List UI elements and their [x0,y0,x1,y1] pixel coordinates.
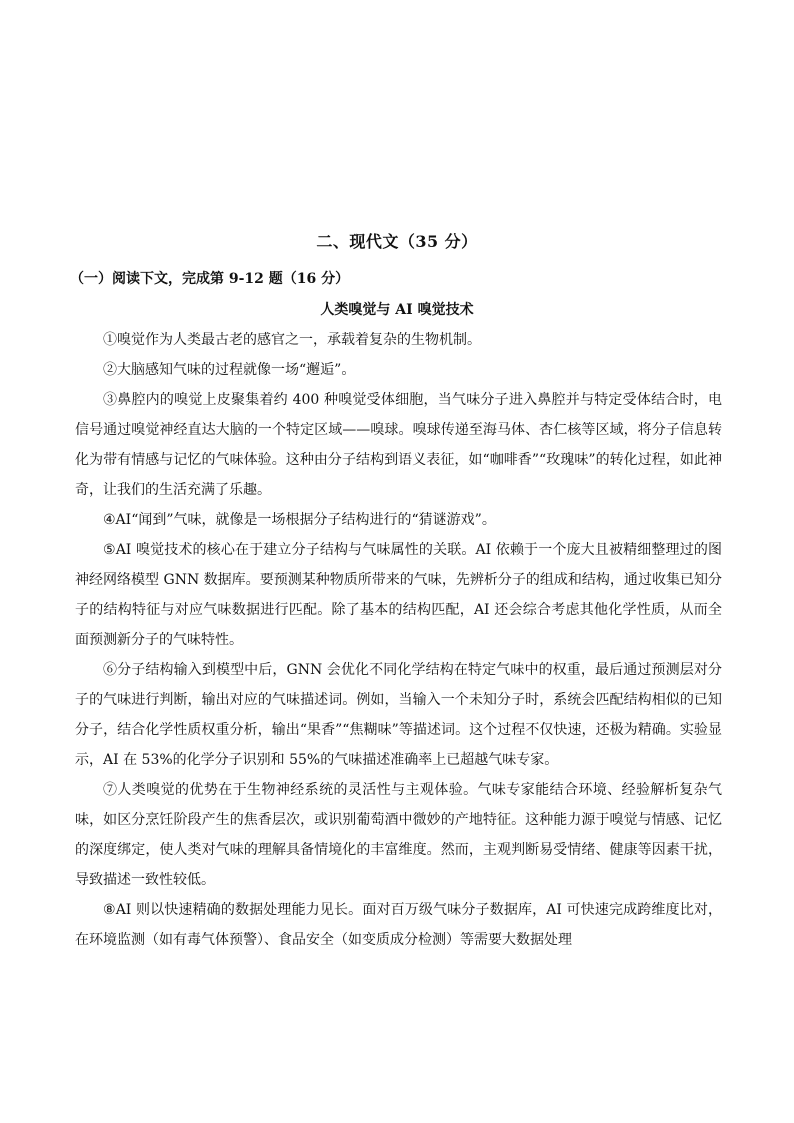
question-instruction: （一）阅读下文，完成第 9-12 题（16 分） [70,271,350,287]
paragraph-3: ③鼻腔内的嗅觉上皮聚集着约 400 种嗅觉受体细胞，当气味分子进入鼻腔并与特定受体结合时，电信号通过嗅觉神经直达大脑的一个特定区域——嗅球。嗅球传递至海马体、杏仁核等区域，将分子信息转化为带有情感与记忆的气味体验。这种由分子结构到语义表征，如“咖啡香”“玫瑰味”的转化过程，如此神奇，让我们的生活充满了乐趣。 [75,392,722,498]
section-title: 二、现代文（35 分） [316,232,478,251]
paragraph-5: ⑤AI 嗅觉技术的核心在于建立分子结构与气味属性的关联。AI 依赖于一个庞大且被精细整理过的图神经网络模型 GNN 数据库。要预测某种物质所带来的气味，先辨析分子的组成和结构，通过收集已知分子的结构特征与对应气味数据进行匹配。除了基本的结构匹配，AI 还会综合考虑其他化学性质，从而全面预测新分子的气味特性。 [75,542,722,648]
paragraph-8: ⑧AI 则以快速精确的数据处理能力见长。面对百万级气味分子数据库，AI 可快速完成跨维度比对，在环境监测（如有毒气体预警）、食品安全（如变质成分检测）等需要大数据处理 [75,902,722,948]
paragraph-2: ②大脑感知气味的过程就像一场“邂逅”。 [103,362,356,378]
paragraph-4: ④AI“闻到”气味，就像是一场根据分子结构进行的“猜谜游戏”。 [103,512,496,528]
paragraph-1: ①嗅觉作为人类最古老的感官之一，承载着复杂的生物机制。 [103,332,481,348]
article-title: 人类嗅觉与 AI 嗅觉技术 [320,302,474,318]
article-body [75,325,722,955]
paragraph-7: ⑦人类嗅觉的优势在于生物神经系统的灵活性与主观体验。气味专家能结合环境、经验解析复杂气味，如区分烹饪阶段产生的焦香层次，或识别葡萄酒中微妙的产地特征。这种能力源于嗅觉与情感、记忆的深度绑定，使人类对气味的理解具备情境化的丰富维度。然而，主观判断易受情绪、健康等因素干扰，导致描述一致性较低。 [75,782,722,888]
paragraph-6: ⑥分子结构输入到模型中后，GNN 会优化不同化学结构在特定气味中的权重，最后通过预测层对分子的气味进行判断，输出对应的气味描述词。例如，当输入一个未知分子时，系统会匹配结构相似的已知分子，结合化学性质权重分析，输出“果香”“焦糊味”等描述词。这个过程不仅快速，还极为精确。实验显示，AI 在 53%的化学分子识别和 55%的气味描述准确率上已超越气味专家。 [75,662,722,768]
